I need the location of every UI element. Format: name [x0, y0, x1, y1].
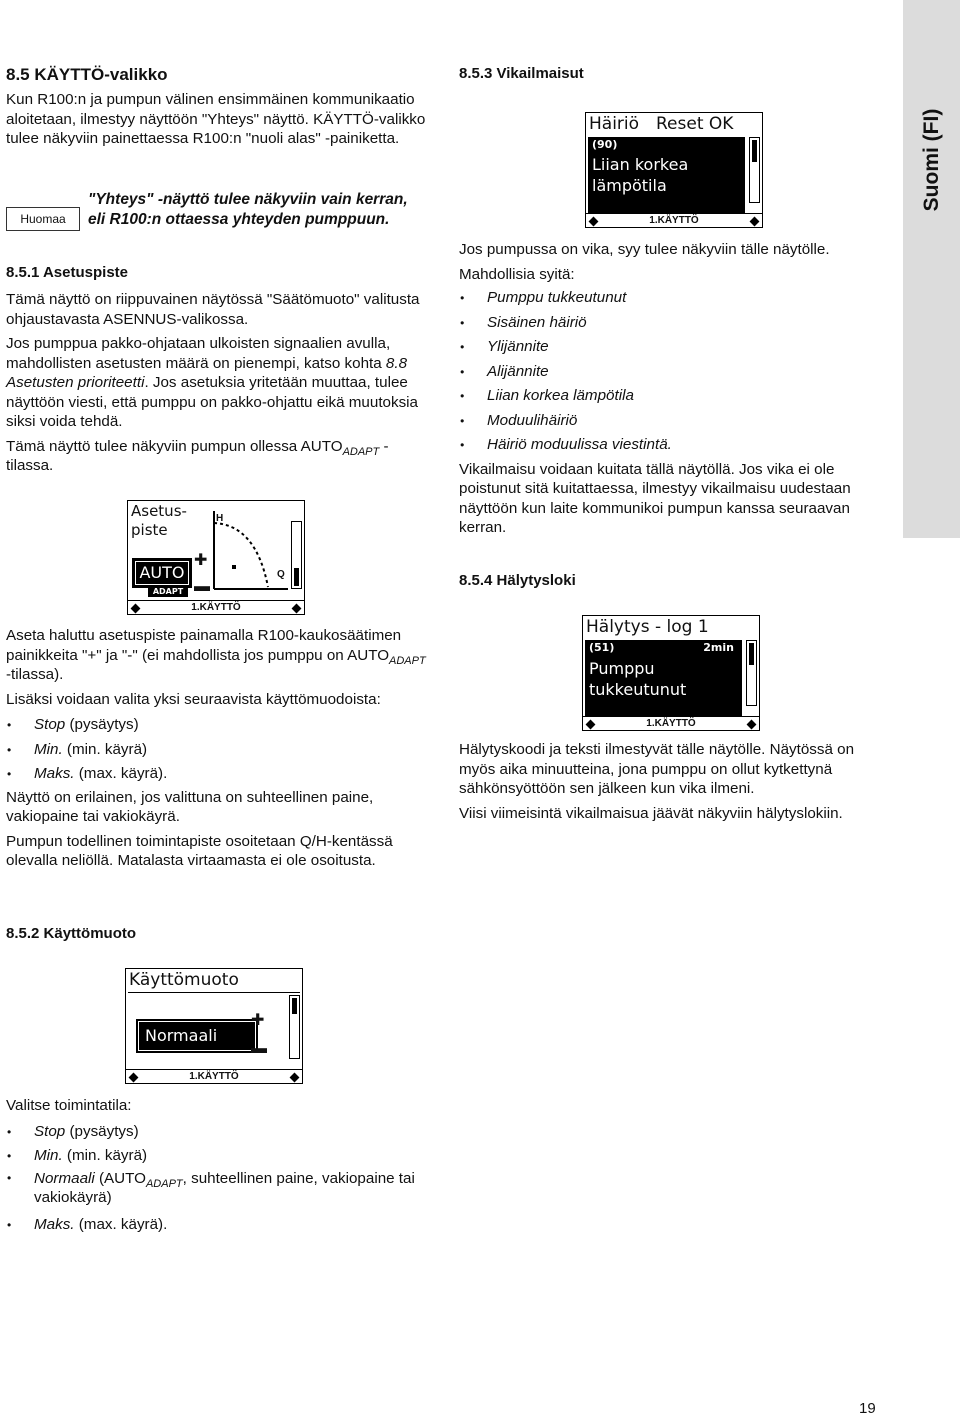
valitse-paragraph: Valitse toimintatila:: [6, 1097, 132, 1114]
note-box: [6, 190, 430, 250]
level-scrollbar: [746, 640, 757, 706]
h-axis-label: H: [216, 513, 224, 524]
halytysloki-screen: [582, 615, 760, 731]
list-item: • Normaali ($AUTO_{ADAPT}$, suhteellinen paine, vakiopaine tai vakiokäyrä): [6, 1169, 430, 1213]
page-number: 19: [859, 1400, 876, 1417]
list-item: • Liian korkea lämpötila: [459, 384, 879, 409]
asetuspiste-paragraph-1: Tämä näyttö on riippuvainen näytössä "Säätömuoto" valitusta ohjaustavasta ASENNUS-valikossa.: [6, 291, 420, 328]
q-axis-label: Q: [277, 569, 285, 580]
list-item: • Maks. (max. käyrä).: [6, 762, 430, 787]
list-item: • Häiriö moduulissa viestintä.: [459, 433, 879, 458]
heading-8-5: 8.5 KÄYTTÖ-valikko: [6, 65, 168, 84]
causes-list: [459, 286, 879, 458]
alarm-info-box: [585, 640, 742, 716]
section-85: [6, 64, 430, 149]
asetuspiste-paragraph-2: Jos pumppua pakko-ohjataan ulkoisten signaalien avulla, mahdollisten asetusten määrä on pienempi, katso kohta 8.8 Asetusten prioriteetti. Jos asetuksia yritetään muuttaa, tulee näyttöön viesti, että pumppu on pakko-ohjattu eikä muutoksia siksi voida tehdä.: [6, 335, 418, 430]
language-tab-label: Suomi (FI): [919, 108, 943, 212]
language-side-tab: [903, 0, 960, 538]
asetuspiste-screen: [127, 500, 305, 615]
minus-icon: ▬: [194, 578, 210, 595]
fault-info-box: [588, 137, 745, 213]
kuitata-paragraph: Vikailmaisu voidaan kuitata tällä näytöllä. Jos vika ei ole poistunut sitä kuitattaessa, ilmestyy vikailmaisu uudestaan näyttöön kun laite kommunikoi pumpun kanssa seuraavan kerran.: [459, 460, 851, 536]
kayttomuoto-screen: [125, 968, 303, 1084]
pumpun-paragraph: Pumpun todellinen toimintapiste osoitetaan Q/H-kentässä olevalla neliöllä. Matalasta virtaamasta ei ole osoitusta.: [6, 832, 393, 869]
screen-title: Käyttömuoto: [129, 970, 239, 990]
syita-paragraph: Mahdollisia syitä:: [459, 265, 575, 283]
title-divider: [128, 992, 300, 993]
section-854: [459, 571, 879, 591]
heading-8-5-4: 8.5.4 Hälytysloki: [459, 572, 576, 589]
screen-title-left: Häiriö: [589, 114, 640, 134]
list-item: • Min. (min. käyrä): [6, 1144, 430, 1169]
note-text: "Yhteys" -näyttö tulee näkyviin vain kerran, eli R100:n ottaessa yhteyden pumppuun.: [88, 191, 408, 228]
kayttomuoto-details: [6, 1096, 430, 1237]
alarm-time: 2min: [703, 641, 734, 654]
fault-line-2: lämpötila: [592, 176, 667, 195]
halytysloki-details: [459, 740, 879, 823]
vikailmaisu-screen: [585, 112, 763, 228]
level-scrollbar: [289, 995, 300, 1059]
list-item: • Stop (pysäytys): [6, 1120, 430, 1145]
screen-footer: 1.KÄYTTÖ: [126, 1069, 302, 1083]
list-item: • Ylijännite: [459, 335, 879, 360]
intro-paragraph: Kun R100:n ja pumpun välinen ensimmäinen kommunikaatio aloitetaan, ilmestyy näyttöön "Yhteys" näyttö. KÄYTTÖ-valikko tulee näkyviin painettaessa R100:n "nuoli alas" -painiketta.: [6, 91, 426, 147]
screen-footer: 1.KÄYTTÖ: [586, 213, 762, 227]
vika-paragraph: Jos pumpussa on vika, syy tulee näkyviin tälle näytölle.: [459, 241, 830, 258]
screen-footer: 1.KÄYTTÖ: [128, 600, 304, 614]
adapt-label: ADAPT: [148, 587, 188, 597]
section-reference: 8.8 Asetusten prioriteetti: [6, 354, 408, 391]
minus-icon: ▬: [251, 1040, 267, 1057]
naytto-paragraph: Näyttö on erilainen, jos valittuna on suhteellinen paine, vakiopaine tai vakiokäyrä.: [6, 788, 374, 825]
reset-ok-label: Reset OK: [656, 114, 734, 134]
auto-mode-box: AUTO: [132, 558, 192, 588]
heading-8-5-1: 8.5.1 Asetuspiste: [6, 264, 128, 281]
list-item: • Moduulihäiriö: [459, 409, 879, 434]
level-scrollbar: [749, 137, 760, 203]
asetuspiste-details: [6, 626, 430, 871]
alarm-code: (51): [589, 641, 615, 654]
list-item: • Stop (pysäytys): [6, 713, 430, 738]
screen-footer: 1.KÄYTTÖ: [583, 716, 759, 730]
heading-8-5-3: 8.5.3 Vikailmaisut: [459, 65, 584, 82]
plus-icon: ✚: [194, 552, 208, 569]
lisaksi-paragraph: Lisäksi voidaan valita yksi seuraavista käyttömuodoista:: [6, 690, 381, 708]
alarm-line-1: Pumppu: [589, 659, 655, 678]
screen-title: Asetus- piste: [131, 502, 187, 539]
halytys-paragraph: Hälytyskoodi ja teksti ilmestyvät tälle näytölle. Näytössä on myös aika minuutteina, jona pumppu on ollut kytkettynä sähkönsyöttöön sen jälkeen kun vika ilmeni.: [459, 741, 855, 797]
screen-title: Hälytys - log 1: [586, 617, 709, 637]
heading-8-5-2: 8.5.2 Käyttömuoto: [6, 925, 137, 942]
modes-list: [6, 713, 430, 787]
fault-line-1: Liian korkea: [592, 155, 689, 174]
aseta-paragraph: Aseta haluttu asetuspiste painamalla R100-kaukosäätimen painikkeita "+" ja "-" (ei mahdollista jos pumppu on $AUTO_{ADAPT}$ -tilassa).: [6, 627, 426, 683]
section-851: [6, 263, 430, 476]
vikailmaisu-details: [459, 240, 879, 538]
modes2-list: [6, 1120, 430, 1238]
section-853: [459, 64, 879, 84]
section-852: [6, 924, 430, 944]
alarm-line-2: tukkeutunut: [589, 680, 687, 699]
list-item: • Sisäinen häiriö: [459, 311, 879, 336]
mode-value-box: Normaali: [138, 1021, 256, 1051]
list-item: • Alijännite: [459, 360, 879, 385]
asetuspiste-paragraph-3: Tämä näyttö tulee näkyviin pumpun ollessa $AUTO_{ADAPT}$ -tilassa.: [6, 437, 389, 474]
fault-code: (90): [592, 138, 618, 151]
level-scrollbar: [291, 521, 302, 589]
note-label: Huomaa: [6, 207, 80, 231]
list-item: • Maks. (max. käyrä).: [6, 1213, 430, 1238]
list-item: • Min. (min. käyrä): [6, 738, 430, 763]
viisi-paragraph: Viisi viimeisintä vikailmaisua jäävät näkyviin hälytyslokiin.: [459, 804, 843, 822]
list-item: • Pumppu tukkeutunut: [459, 286, 879, 311]
plus-icon: ✚: [251, 1012, 265, 1029]
